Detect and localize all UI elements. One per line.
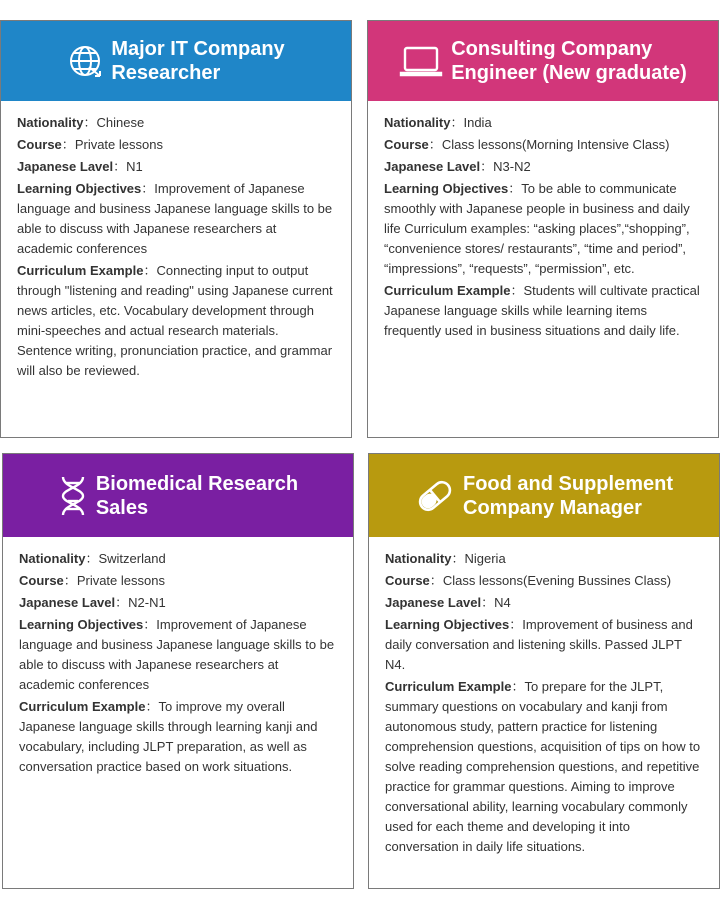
profile-card-consulting-engineer [367,20,719,438]
field-nationality: Nationality：India [384,115,492,130]
field-course: Course：Class lessons(Morning Intensive Class) [384,137,670,152]
card-header [1,21,351,101]
field-curriculum-example: Curriculum Example：To prepare for the JLPT, summary questions on vocabulary and kanji from autonomous study, pattern practice for listening comprehension questions, acquisition of tips on how to solve reading comprehension questions, and repetitive practice for grammar questions. Aiming to improve conversational ability, learning vocabulary commonly used for each theme and developing it into conversation in daily life situations. [385,679,701,854]
field-japanese-level: Japanese Lavel：N3-N2 [384,159,531,174]
card-header [369,454,719,537]
field-course: Course：Class lessons(Evening Bussines Class) [385,573,672,588]
field-course: Course：Private lessons [17,137,163,152]
field-learning-objectives: Learning Objectives：To be able to communicate smoothly with Japanese people in business and daily life Curriculum examples: “asking places”,“shopping”, “convenience stores/ restaurants”, “time and period”, “impressions”, “requests”, “permission”, etc. [384,181,690,276]
field-nationality: Nationality：Switzerland [19,551,166,566]
profile-card-biomedical-sales [2,453,354,889]
field-learning-objectives: Learning Objectives：Improvement of Japanese language and business Japanese language skills to be able to discuss with Japanese researchers at academic conferences [19,617,335,692]
capsule-icon [415,476,455,516]
card-body [1,101,351,381]
card-body [3,537,353,777]
field-nationality: Nationality：Nigeria [385,551,506,566]
field-curriculum-example: Curriculum Example：Connecting input to output through "listening and reading" using Japanese current news articles, etc. Vocabulary development through mini-speeches and actual research materials. Sentence writing, pronunciation practice, and grammar will also be reviewed. [17,263,333,378]
card-body [369,537,719,857]
field-japanese-level: Japanese Lavel：N4 [385,595,511,610]
field-nationality: Nationality：Chinese [17,115,145,130]
card-title: Biomedical Research Sales [95,472,299,519]
field-japanese-level: Japanese Lavel：N1 [17,159,143,174]
profile-card-food-manager [368,453,720,889]
card-title: Consulting Company Engineer (New graduate) [451,38,687,84]
card-body [368,101,718,341]
globe-network-icon [67,43,103,79]
laptop-icon [399,43,443,79]
field-course: Course：Private lessons [19,573,165,588]
card-title: Major IT Company Researcher [111,38,285,84]
card-header [3,454,353,537]
field-curriculum-example: Curriculum Example：To improve my overall Japanese language skills through learning kanji and vocabulary, including JLPT preparation, as well as conversation practice based on work situations. [19,699,318,774]
profile-card-it-researcher [0,20,352,438]
field-japanese-level: Japanese Lavel：N2-N1 [19,595,166,610]
field-learning-objectives: Learning Objectives：Improvement of business and daily conversation and listening skills. Passed JLPT N4. [385,617,693,672]
card-header [368,21,718,101]
field-learning-objectives: Learning Objectives：Improvement of Japanese language and business Japanese language skills to be able to discuss with Japanese researchers at academic conferences [17,181,333,256]
dna-icon [58,475,88,517]
card-title: Food and Supplement Company Manager [463,472,673,519]
field-curriculum-example: Curriculum Example：Students will cultivate practical Japanese language skills while learning items frequently used in business situations and daily life. [384,283,700,338]
